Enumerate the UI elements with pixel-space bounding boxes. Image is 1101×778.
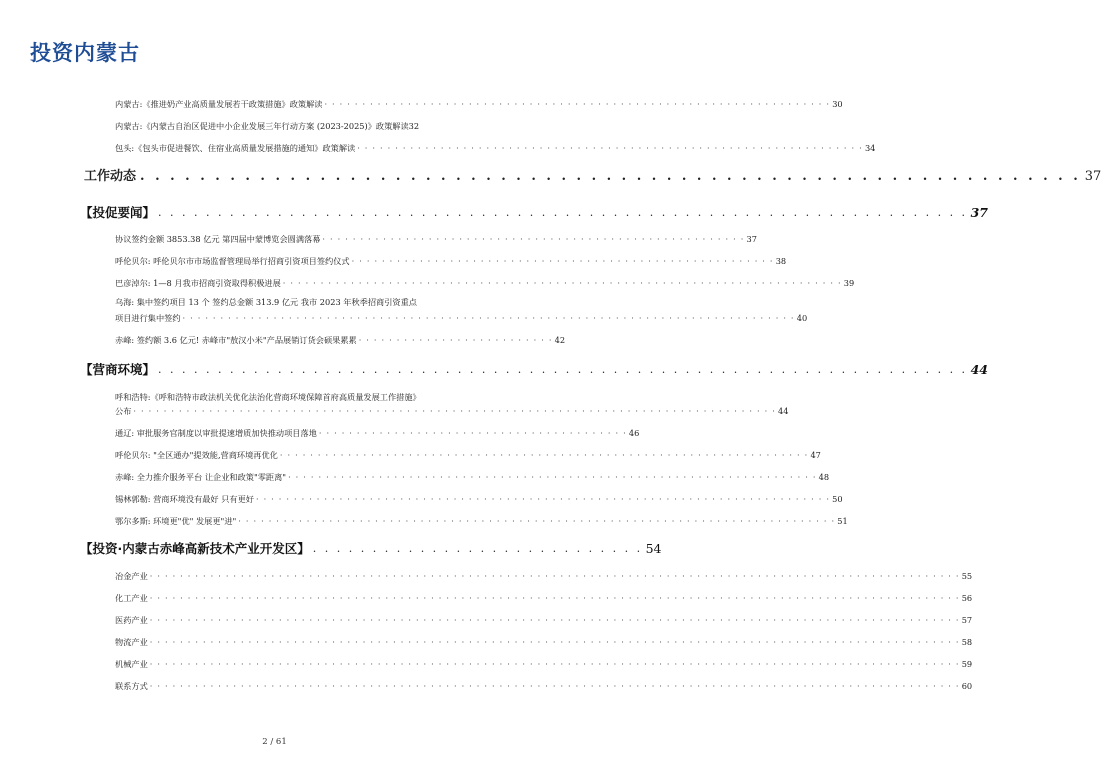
toc-page-number: 40: [796, 313, 808, 323]
toc-entry-title: 赤峰: 签约额 3.6 亿元! 赤峰市"敖汉小米"产品展销订货会硕果累累: [115, 335, 357, 345]
toc-entry-title: 通辽: 审批服务官制度以审批提速增质加快推动项目落地: [115, 428, 317, 438]
toc-entry[interactable]: [115, 571, 973, 582]
toc-entry[interactable]: [115, 99, 843, 110]
toc-page-number: 44: [970, 362, 988, 377]
toc-leader: · · · · · · · · · · · · · · · · · · · · · · · · · · · · · · · · · · · · · · · · · · · · · · · · · · · · · · · ·: [322, 234, 745, 244]
toc-entry-title-line1: 呼和浩特:《呼和浩特市政法机关优化法治化营商环境保障首府高质量发展工作措施》: [115, 392, 421, 402]
toc-leader: . . . . . . . . . . . . . . . . . . . . . . . . . . . .: [312, 542, 643, 555]
toc-page-number: 30: [832, 99, 843, 109]
toc-subsection-heading[interactable]: [80, 362, 988, 378]
toc-entry-title: 鄂尔多斯: 环境更"优" 发展更"进": [115, 516, 237, 526]
toc-leader: · · · · · · · · · · · · · · · · · · · · · · · · · · · · · · · · · · · · · · · · · · · · · · · · · · · · · · · · · · · · · · · · · · · · · · · · · · · · · · ·: [238, 516, 836, 526]
toc-entry-title: 机械产业: [115, 659, 148, 669]
toc-entry-title: 赤峰: 全力推介服务平台 让企业和政策"零距离": [115, 472, 287, 482]
toc-page-number: 32: [408, 121, 420, 131]
toc-leader: · · · · · · · · · · · · · · · · · · · · · · · · · · · · · · · · · · · · · · · · · · · · · · · · · · · · · · · · · · · · · · · · · · ·: [324, 99, 831, 109]
toc-page-number: 57: [961, 615, 973, 625]
toc-entry[interactable]: [115, 472, 830, 483]
toc-leader: · · · · · · · · · · · · · · · · · · · · · · · · · · · · · · · · · · · · · · · · · · · · · · · · · · · · · · · · · · · · · · · · · · · · · · · · · · · · · · · · · · · · · · · · · · · · · · · · · · · · · · · · · · ·: [149, 659, 960, 669]
toc-entry-title: 化工产业: [115, 593, 148, 603]
toc-leader: · · · · · · · · · · · · · · · · · · · · · · · · · · · · · · · · · · · · · · · · · · · · · · · · · · · · · · · · · · · · · · · · · · · · · · · · · · · · · · · · · · · · ·: [133, 406, 777, 416]
toc-entry[interactable]: [115, 659, 973, 670]
subsection-title: 【投资·内蒙古赤峰高新技术产业开发区】: [80, 541, 310, 556]
toc-page-number: 37: [1084, 169, 1101, 184]
toc-leader: · · · · · · · · · · · · · · · · · · · · · · · · · · · · · · · · · · · · · · · · · · · · · · · · · · · · · · · · · · · · · · · · · · · · · · · · · · · · · · · · · · · · · · · · · · · · · · · · · · · · · · · · · · ·: [149, 681, 960, 691]
toc-section-heading[interactable]: [84, 169, 1101, 185]
toc-subsection-heading[interactable]: [80, 541, 662, 557]
toc-entry[interactable]: [115, 428, 640, 439]
toc-entry[interactable]: [115, 450, 821, 461]
toc-page-number: 55: [961, 571, 973, 581]
toc-leader: · · · · · · · · · · · · · · · · · · · · · · · · · · · · · · · · · · · · · · · · · · · · · · · · · · · · · · · · · · · · · · · · · · · · · ·: [279, 450, 809, 460]
toc-entry[interactable]: [115, 615, 973, 626]
toc-entry-title: 包头:《包头市促进餐饮、住宿业高质量发展措施的通知》政策解读: [115, 143, 356, 153]
toc-leader: · · · · · · · · · · · · · · · · · · · · · · · · · · · · · · · · · · · · · · · · · · · · · · · · · · · · · · · · · · · · · · · · · · · · · · · · · · · · · · · · ·: [182, 313, 795, 323]
toc-entry-title: 内蒙古:《推进奶产业高质量发展若干政策措施》政策解读: [115, 99, 323, 109]
toc-leader: · · · · · · · · · · · · · · · · · · · · · · · · · · · · · · · · · · · · · · · · ·: [318, 428, 627, 438]
toc-entry[interactable]: [115, 278, 855, 289]
toc-page-number: 42: [554, 335, 566, 345]
toc-entry-title: 冶金产业: [115, 571, 148, 581]
toc-leader: · · · · · · · · · · · · · · · · · · · · · · · · · · · · · · · · · · · · · · · · · · · · · · · · · · · · · · · · · · · · · · · · · · · · · · · · · · · · · · · · · · · · · · · · · · · · · · · · · · · · · · · · · · ·: [149, 571, 960, 581]
toc-page-number: 46: [628, 428, 640, 438]
toc-entry[interactable]: [115, 256, 787, 267]
toc-entry-title-line1: 乌海: 集中签约项目 13 个 签约总金额 313.9 亿元 我市 2023 年秋季招商引资重点: [115, 297, 417, 307]
toc-leader: · · · · · · · · · · · · · · · · · · · · · · · · · · · · · · · · · · · · · · · · · · · · · · · · · · · · · · · · · · · · · · · · · · ·: [357, 143, 863, 153]
toc-entry-title: 呼伦贝尔: "全区通办"提效能,营商环境再优化: [115, 450, 278, 460]
toc-page-number: 39: [843, 278, 855, 288]
toc-entry-title: 巴彦淖尔: 1—8 月我市招商引资取得积极进展: [115, 278, 281, 288]
toc-leader: · · · · · · · · · · · · · · · · · · · · · · · · · · · · · · · · · · · · · · · · · · · · · · · · · · · · · · · ·: [351, 256, 774, 266]
page-indicator: 2 / 61: [262, 737, 287, 747]
toc-entry[interactable]: [115, 234, 757, 245]
toc-page-number: 54: [645, 541, 662, 556]
toc-page-number: 50: [832, 494, 843, 504]
toc-entry[interactable]: [115, 297, 808, 324]
toc-leader: · · · · · · · · · · · · · · · · · · · · · · · · · · · · · · · · · · · · · · · · · · · · · · · · · · · · · · · · · · · · · · · · · · · · · · · · · · · · · · · · · · · · · · · · · · · · · · · · · · · · · · · · · · ·: [149, 615, 960, 625]
toc-page-number: 47: [810, 450, 821, 460]
toc-entry[interactable]: [115, 494, 843, 505]
toc-leader: . . . . . . . . . . . . . . . . . . . . . . . . . . . . . . . . . . . . . . . . . . . . . . . . . . . . . . . . . . . . . . .: [140, 169, 1081, 184]
toc-leader: . . . . . . . . . . . . . . . . . . . . . . . . . . . . . . . . . . . . . . . . . . . . . . . . . . . . . . . . . . . . . . . . . . . .: [158, 363, 968, 376]
toc-entry-title: 医药产业: [115, 615, 148, 625]
toc-entry-title-line2: 公布: [115, 406, 132, 416]
toc-entry-title: 物流产业: [115, 637, 148, 647]
toc-page-number: 48: [818, 472, 830, 482]
toc-entry[interactable]: [115, 392, 789, 417]
toc-entry-title: 协议签约金额 3853.38 亿元 第四届中蒙博览会圆满落幕: [115, 234, 321, 244]
toc-entry[interactable]: [115, 516, 848, 527]
toc-entry[interactable]: [115, 681, 973, 692]
toc-entry[interactable]: [115, 143, 876, 154]
toc-entry[interactable]: [115, 593, 973, 604]
section-title: 工作动态: [84, 169, 137, 184]
toc-page-number: 56: [961, 593, 973, 603]
toc-page-number: 44: [778, 406, 789, 416]
toc-entry-title: 联系方式: [115, 681, 148, 691]
toc-leader: . . . . . . . . . . . . . . . . . . . . . . . . . . . . . . . . . . . . . . . . . . . . . . . . . . . . . . . . . . . . . . . . . . . .: [158, 206, 968, 219]
toc-entry-title: 锡林郭勒: 营商环境没有最好 只有更好: [115, 494, 254, 504]
toc-entry[interactable]: [115, 121, 467, 132]
toc-entry-title-line2: 项目进行集中签约: [115, 313, 181, 323]
toc-entry-title: 呼伦贝尔: 呼伦贝尔市市场监督管理局举行招商引资项目签约仪式: [115, 256, 350, 266]
toc-leader: · · · · · · · · · · · · · · · · · · · · · · · · · · · · · · · · · · · · · · · · · · · · · · · · · · · · · · · · · · · · · · · · · · · · · ·: [288, 472, 817, 482]
toc-entry[interactable]: [115, 335, 566, 346]
toc-leader: · · · · · · · · · · · · · · · · · · · · · · · · · · · · · · · · · · · · · · · · · · · · · · · · · · · · · · · · · · · · · · · · · · · · · · · · · ·: [282, 278, 842, 288]
toc-page-number: 58: [961, 637, 973, 647]
toc-page-number: 51: [837, 516, 848, 526]
toc-page-number: 34: [864, 143, 876, 153]
toc-leader: · · · · · · · · · · · · · · · · · · · · · · · · · · · · · · · · · · · · · · · · · · · · · · · · · · · · · · · · · · · · · · · · · · · · · · · · · · · · · · · · · · · · · · · · · · · · · · · · · · · · · · · · · · ·: [149, 593, 960, 603]
toc-entry-title: 内蒙古:《内蒙古自治区促进中小企业发展三年行动方案 (2023-2025)》政策解读: [115, 121, 409, 131]
toc-page-number: 38: [775, 256, 787, 266]
subsection-title: 【营商环境】: [80, 362, 156, 377]
toc-leader: · · · · · · · · · · · · · · · · · · · · · · · · · · · · · · · · · · · · · · · · · · · · · · · · · · · · · · · · · · · · · · · · · · · · · · · · · · · ·: [255, 494, 831, 504]
subsection-title: 【投促要闻】: [80, 205, 156, 220]
magazine-title: 投资内蒙古: [30, 41, 140, 65]
toc-page-number: 37: [746, 234, 757, 244]
toc-leader: · · · · · · · · · · · · · · · · · · · · · · · · · · · · · · · · · · · · · · · · · · · · · · · · · · · · · · · · · · · · · · · · · · · · · · · · · · · · · · · · · · · · · · · · · · · · · · · · · · · · · · · · · · ·: [149, 637, 960, 647]
toc-entry[interactable]: [115, 637, 973, 648]
toc-subsection-heading[interactable]: [80, 205, 988, 221]
toc-page-number: 59: [961, 659, 973, 669]
toc-page-number: 37: [970, 205, 988, 220]
toc-leader: · · · · · · · · · · · · · · · · · · · · · · · · · ·: [358, 335, 553, 345]
toc-page-number: 60: [961, 681, 973, 691]
